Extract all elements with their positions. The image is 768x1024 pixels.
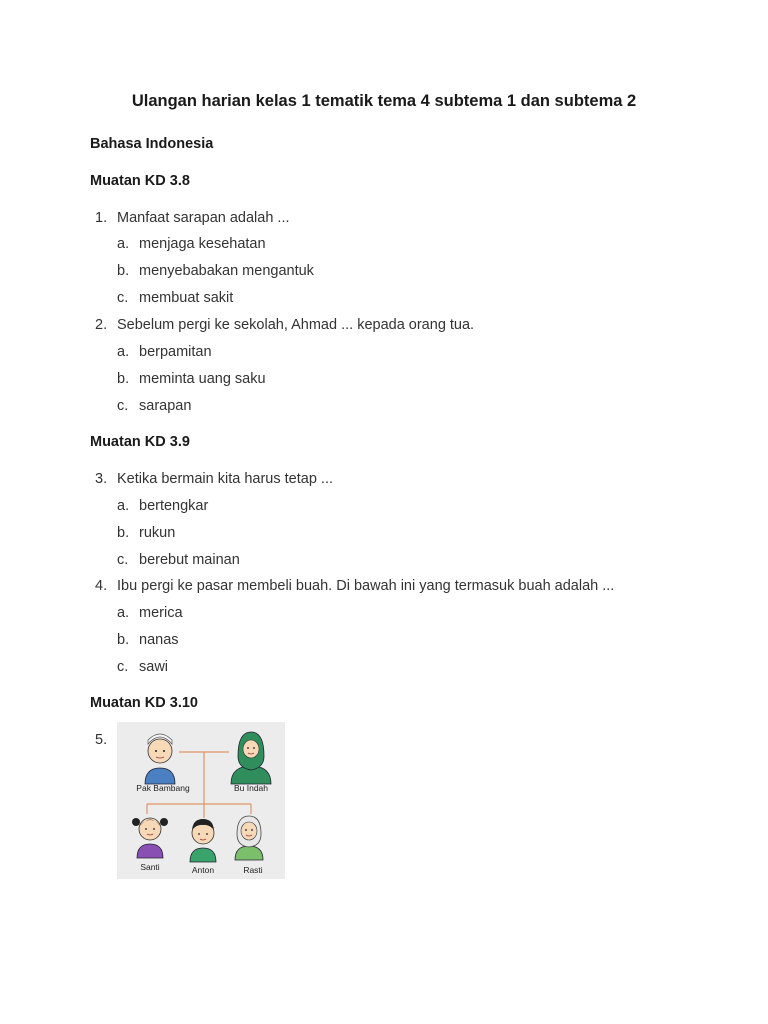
mother-figure [231, 732, 271, 784]
option-text: nanas [139, 632, 179, 648]
label-santi: Santi [140, 862, 160, 872]
option-text: menyebabakan mengantuk [139, 263, 314, 279]
option-letter: a. [117, 605, 130, 621]
question-number: 3. [95, 471, 108, 487]
question-2-option-a [117, 344, 212, 360]
option-text: berebut mainan [139, 552, 240, 568]
question-4-option-a [117, 605, 183, 621]
option-letter: b. [117, 525, 130, 541]
question-1 [95, 210, 290, 226]
question-2-option-c [117, 398, 191, 414]
label-anton: Anton [191, 865, 215, 875]
option-letter: c. [117, 552, 129, 568]
subject-heading: Bahasa Indonesia [90, 136, 214, 152]
option-text: bertengkar [139, 498, 209, 514]
option-text: sarapan [139, 398, 192, 414]
question-1-option-b [117, 263, 314, 279]
option-letter: a. [117, 236, 130, 252]
question-3 [95, 471, 333, 487]
question-number: 4. [95, 578, 108, 594]
son-anton-figure [190, 819, 216, 862]
section-heading-kd-3-9: Muatan KD 3.9 [90, 434, 190, 450]
question-1-option-c [117, 290, 233, 306]
question-text: Manfaat sarapan adalah ... [117, 210, 290, 226]
option-text: berpamitan [139, 344, 212, 360]
question-2 [95, 317, 474, 333]
question-3-option-c [117, 552, 240, 568]
family-tree-figure [117, 722, 285, 879]
option-text: meminta uang saku [139, 371, 266, 387]
option-letter: a. [117, 344, 130, 360]
option-text: rukun [139, 525, 176, 541]
option-letter: c. [117, 659, 129, 675]
father-figure [145, 734, 175, 784]
question-4-option-c [117, 659, 168, 675]
question-number: 2. [95, 317, 108, 333]
option-text: sawi [139, 659, 169, 675]
question-2-option-b [117, 371, 266, 387]
option-letter: b. [117, 263, 130, 279]
page-title: Ulangan harian kelas 1 tematik tema 4 subtema 1 dan subtema 2 [131, 92, 637, 110]
option-letter: a. [117, 498, 130, 514]
question-text: Sebelum pergi ke sekolah, Ahmad ... kepada orang tua. [117, 317, 475, 333]
question-4-option-b [117, 632, 179, 648]
section-heading-kd-3-10: Muatan KD 3.10 [90, 695, 198, 711]
option-text: merica [139, 605, 183, 621]
daughter-santi-figure [132, 818, 168, 858]
option-text: membuat sakit [139, 290, 234, 306]
label-pak-bambang: Pak Bambang [136, 783, 190, 793]
question-3-option-b [117, 525, 175, 541]
option-letter: c. [117, 290, 129, 306]
question-text: Ketika bermain kita harus tetap ... [117, 471, 333, 487]
option-letter: c. [117, 398, 129, 414]
label-rasti: Rasti [243, 865, 263, 875]
question-3-option-a [117, 498, 208, 514]
daughter-rasti-figure [235, 816, 263, 860]
option-letter: b. [117, 371, 130, 387]
question-number: 1. [95, 210, 108, 226]
option-text: menjaga kesehatan [139, 236, 266, 252]
section-heading-kd-3-8: Muatan KD 3.8 [90, 173, 190, 189]
question-1-option-a [117, 236, 266, 252]
label-bu-indah: Bu Indah [233, 783, 269, 793]
question-5-number: 5. [95, 732, 108, 748]
question-4 [95, 578, 614, 594]
option-letter: b. [117, 632, 130, 648]
question-text: Ibu pergi ke pasar membeli buah. Di bawah ini yang termasuk buah adalah ... [117, 578, 615, 594]
